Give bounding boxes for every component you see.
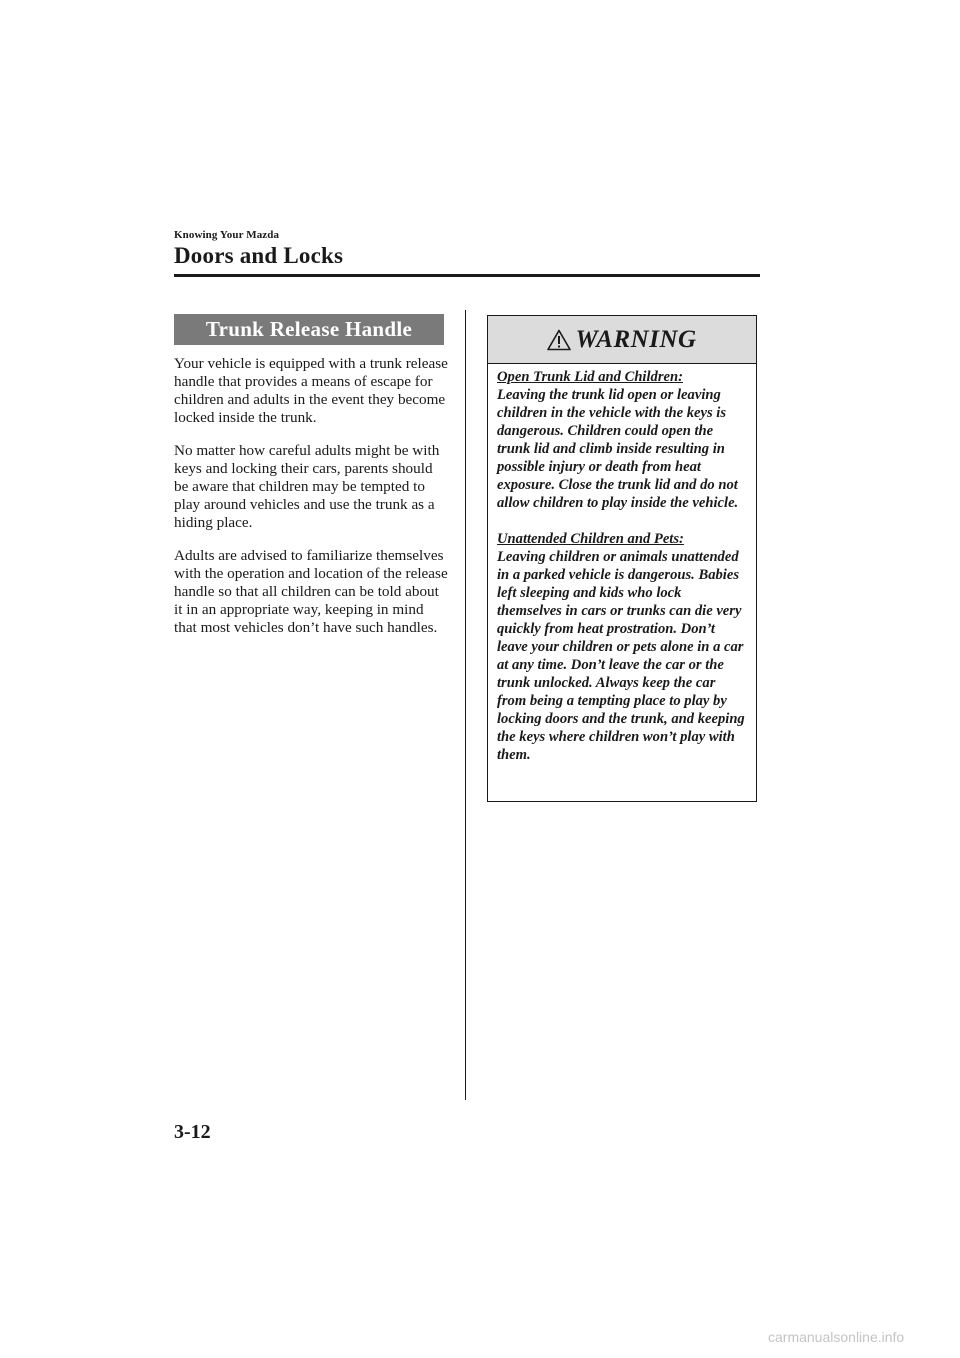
warning-item-text: Leaving the trunk lid open or leaving children in the vehicle with the keys is dangerous. Children could open the trunk lid and climb inside resulting in possible injury or death from heat exposure. Close the trunk lid and do not allow children to play inside the vehicle. (497, 387, 739, 511)
watermark: carmanualsonline.info (768, 1329, 905, 1345)
warning-item-heading: Unattended Children and Pets: (497, 531, 684, 547)
topic-body (174, 355, 449, 652)
section-label: Knowing Your Mazda (174, 229, 280, 241)
chapter-title: Doors and Locks (174, 243, 344, 268)
warning-body (488, 364, 756, 764)
body-paragraph: No matter how careful adults might be with keys and locking their cars, parents should be aware that children may be tempted to play around vehicles and use the trunk as a hiding place. (174, 442, 440, 531)
topic-title: Trunk Release Handle (174, 314, 444, 345)
warning-triangle-icon (547, 329, 571, 351)
header-divider (174, 274, 760, 277)
warning-box (487, 315, 757, 802)
warning-item (497, 368, 748, 512)
warning-item-text: Leaving children or animals unattended in a parked vehicle is dangerous. Babies left sleeping and kids who lock themselves in cars or trunks can die very quickly from heat prostration. Don’t leave your children or pets alone in a car at any time. Don’t leave the car or the trunk unlocked. Always keep the car from being a tempting place to play by locking doors and the trunk, and keeping the keys where children won’t play with them. (497, 549, 745, 763)
warning-item-heading: Open Trunk Lid and Children: (497, 369, 683, 385)
page-number: 3-12 (174, 1121, 211, 1143)
body-paragraph: Adults are advised to familiarize themselves with the operation and location of the release handle so that all children can be told about it in an appropriate way, keeping in mind that most vehicles don’t have such handles. (174, 547, 448, 636)
body-paragraph: Your vehicle is equipped with a trunk release handle that provides a means of escape for children and adults in the event they become locked inside the trunk. (174, 355, 448, 426)
column-divider (465, 310, 466, 1100)
warning-title: WARNING (575, 325, 697, 353)
warning-header (488, 316, 756, 364)
warning-item (497, 530, 748, 764)
